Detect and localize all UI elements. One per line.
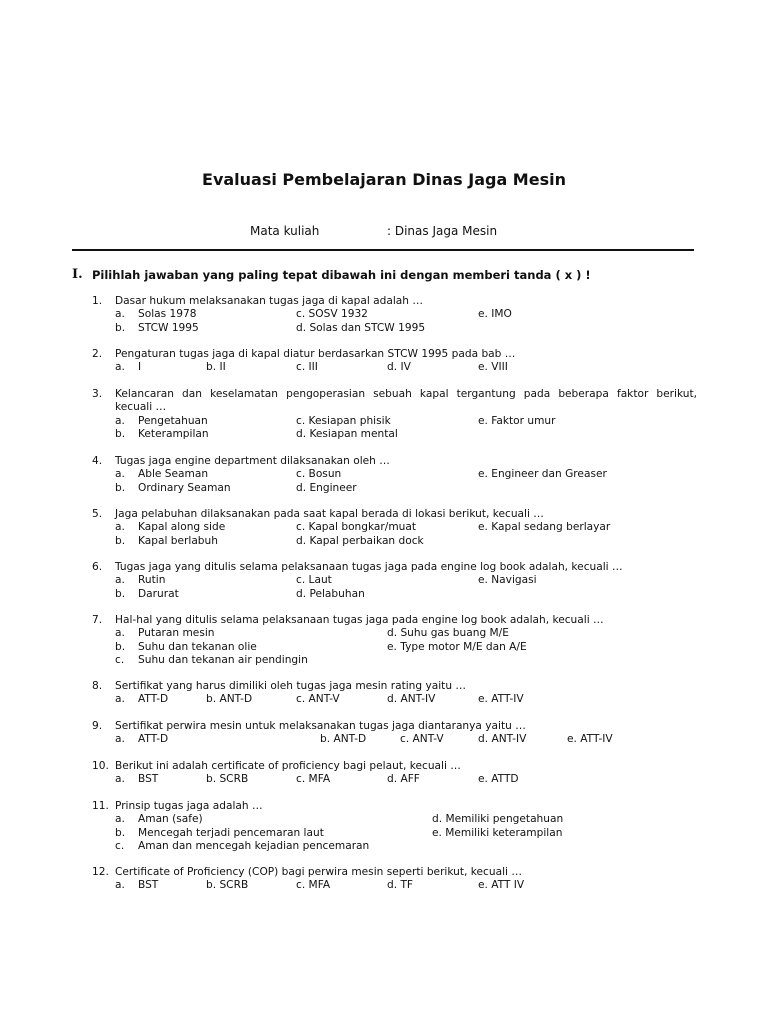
answer-option[interactable]: e. Kapal sedang berlayar [478, 521, 611, 534]
answer-option[interactable]: b. SCRB [206, 773, 249, 786]
option-letter[interactable]: a. [115, 414, 125, 427]
answer-option[interactable]: d. ANT-IV [387, 693, 436, 706]
answer-option-row [0, 308, 768, 321]
question-text: Sertifikat yang harus dimiliki oleh tugas jaga mesin rating yaitu … [115, 680, 467, 692]
question-text: Prinsip tugas jaga adalah … [115, 800, 263, 812]
answer-option[interactable]: c. Kesiapan phisik [296, 414, 391, 427]
answer-option[interactable]: Aman (safe) [138, 813, 203, 826]
option-letter[interactable]: a. [115, 308, 125, 321]
answer-option-row [0, 654, 768, 667]
answer-option-row [0, 428, 768, 441]
course-label: Mata kuliah [250, 224, 320, 238]
question-text: Sertifikat perwira mesin untuk melaksanakan tugas jaga diantaranya yaitu … [115, 720, 526, 732]
answer-option-row [0, 733, 768, 746]
answer-option[interactable]: b. ANT-D [206, 693, 253, 706]
question-number: 7. [92, 614, 103, 626]
answer-option[interactable]: c. III [296, 361, 318, 374]
answer-option-row [0, 879, 768, 892]
question-text: Hal-hal yang ditulis selama pelaksanaan tugas jaga pada engine log book adalah, kecuali … [115, 614, 604, 626]
section-number: I. [72, 267, 83, 282]
answer-option[interactable]: c. ANT-V [296, 693, 340, 706]
answer-option[interactable]: e. ATT IV [478, 879, 525, 892]
answer-option-row [0, 574, 768, 587]
answer-option[interactable]: d. TF [387, 879, 414, 892]
answer-option[interactable]: d. Pelabuhan [296, 587, 365, 600]
answer-option[interactable]: BST [138, 879, 159, 892]
option-letter[interactable]: a. [115, 813, 125, 826]
question-text: Jaga pelabuhan dilaksanakan pada saat kapal berada di lokasi berikut, kecuali … [115, 508, 544, 520]
option-letter[interactable]: b. [115, 481, 126, 494]
document-title: Evaluasi Pembelajaran Dinas Jaga Mesin [202, 170, 566, 189]
section-instruction: Pilihlah jawaban yang paling tepat dibawah ini dengan memberi tanda ( x ) ! [92, 268, 591, 282]
question-text: kecuali … [115, 401, 167, 414]
question-number: 9. [92, 720, 103, 732]
answer-option-row [0, 535, 768, 548]
answer-option[interactable]: d. IV [387, 361, 411, 374]
answer-option[interactable]: e. ATTD [478, 773, 519, 786]
answer-option[interactable]: e. IMO [478, 308, 512, 321]
question-number: 1. [92, 295, 103, 307]
question-number: 10. [92, 760, 109, 772]
answer-option[interactable]: e. ATT-IV [567, 733, 613, 746]
question-text: Dasar hukum melaksanakan tugas jaga di kapal adalah … [115, 295, 423, 307]
option-letter[interactable]: b. [115, 587, 126, 600]
answer-option[interactable]: ATT-D [138, 733, 169, 746]
answer-option-row [0, 322, 768, 335]
answer-option-row [0, 415, 768, 428]
answer-option[interactable]: d. Memiliki pengetahuan [432, 813, 564, 826]
answer-option[interactable]: c. Bosun [296, 468, 342, 481]
answer-option[interactable]: e. Engineer dan Greaser [478, 468, 607, 481]
answer-option[interactable]: e. Navigasi [478, 574, 537, 587]
option-letter[interactable]: b. [115, 826, 126, 839]
question-number: 5. [92, 508, 103, 520]
question-number: 2. [92, 348, 103, 360]
answer-option[interactable]: Able Seaman [138, 468, 209, 481]
answer-option[interactable]: e. Type motor M/E dan A/E [387, 640, 527, 653]
answer-option-row [0, 588, 768, 601]
answer-option[interactable]: c. SOSV 1932 [296, 308, 368, 321]
option-letter[interactable]: b. [115, 321, 126, 334]
answer-option[interactable]: Darurat [138, 587, 179, 600]
option-letter[interactable]: a. [115, 361, 125, 374]
question-number: 3. [92, 388, 103, 400]
answer-option[interactable]: d. Engineer [296, 481, 357, 494]
answer-option-row [0, 521, 768, 534]
answer-option[interactable]: d. AFF [387, 773, 420, 786]
answer-option[interactable]: c. Kapal bongkar/muat [296, 521, 417, 534]
answer-option[interactable]: d. Kapal perbaikan dock [296, 534, 424, 547]
answer-option[interactable]: Kapal along side [138, 521, 226, 534]
answer-option[interactable]: e. Faktor umur [478, 414, 556, 427]
question-text: Kelancaran dan keselamatan pengoperasian sebuah kapal tergantung pada beberapa faktor berikut, [115, 388, 697, 400]
option-letter[interactable]: a. [115, 468, 125, 481]
question-number: 8. [92, 680, 103, 692]
question-text: Berikut ini adalah certificate of proficiency bagi pelaut, kecuali … [115, 760, 461, 772]
question-number: 6. [92, 561, 103, 573]
answer-option-row [0, 840, 768, 853]
question-number: 11. [92, 800, 109, 812]
option-letter[interactable]: a. [115, 574, 125, 587]
answer-option[interactable]: d. Kesiapan mental [296, 427, 398, 440]
answer-option-row [0, 641, 768, 654]
option-letter[interactable]: c. [115, 839, 125, 852]
answer-option[interactable]: Kapal berlabuh [138, 534, 218, 547]
answer-option[interactable]: e. VIII [478, 361, 508, 374]
option-letter[interactable]: a. [115, 773, 125, 786]
answer-option[interactable]: STCW 1995 [138, 321, 199, 334]
answer-option[interactable]: Mencegah terjadi pencemaran laut [138, 826, 324, 839]
answer-option-row [0, 468, 768, 481]
option-letter[interactable]: a. [115, 693, 125, 706]
course-value: : Dinas Jaga Mesin [387, 224, 498, 238]
answer-option-row [0, 482, 768, 495]
option-letter[interactable]: a. [115, 879, 125, 892]
answer-option[interactable]: d. Suhu gas buang M/E [387, 627, 509, 640]
answer-option[interactable]: c. ANT-V [400, 733, 444, 746]
answer-option[interactable]: b. ANT-D [320, 733, 367, 746]
answer-option-row [0, 693, 768, 706]
answer-option-row [0, 813, 768, 826]
answer-option-row [0, 773, 768, 786]
question-text: Pengaturan tugas jaga di kapal diatur berdasarkan STCW 1995 pada bab … [115, 348, 516, 360]
answer-option[interactable]: Ordinary Seaman [138, 481, 231, 494]
answer-option[interactable]: I [138, 361, 142, 374]
answer-option[interactable]: e. Memiliki keterampilan [432, 826, 563, 839]
option-letter[interactable]: a. [115, 733, 125, 746]
answer-option[interactable]: d. ANT-IV [478, 733, 527, 746]
option-letter[interactable]: a. [115, 627, 125, 640]
answer-option[interactable]: ATT-D [138, 693, 169, 706]
answer-option[interactable]: b. SCRB [206, 879, 249, 892]
answer-option[interactable]: d. Solas dan STCW 1995 [296, 321, 426, 334]
option-letter[interactable]: c. [115, 653, 125, 666]
answer-option[interactable]: c. MFA [296, 879, 331, 892]
question-number: 12. [92, 866, 109, 878]
answer-option[interactable]: c. MFA [296, 773, 331, 786]
answer-option-row [0, 361, 768, 374]
answer-option[interactable]: Keterampilan [138, 427, 209, 440]
answer-option[interactable]: Aman dan mencegah kejadian pencemaran [138, 839, 370, 852]
option-letter[interactable]: b. [115, 427, 126, 440]
question-text: Certificate of Proficiency (COP) bagi perwira mesin seperti berikut, kecuali … [115, 866, 522, 878]
question-text: Tugas jaga engine department dilaksanakan oleh … [115, 455, 390, 467]
answer-option[interactable]: Pengetahuan [138, 414, 208, 427]
option-letter[interactable]: b. [115, 534, 126, 547]
answer-option[interactable]: BST [138, 773, 159, 786]
option-letter[interactable]: a. [115, 521, 125, 534]
answer-option[interactable]: Putaran mesin [138, 627, 215, 640]
answer-option[interactable]: c. Laut [296, 574, 332, 587]
answer-option[interactable]: e. ATT-IV [478, 693, 524, 706]
question-text: Tugas jaga yang ditulis selama pelaksanaan tugas jaga pada engine log book adalah, kecuali … [115, 561, 623, 573]
answer-option-row [0, 627, 768, 640]
question-number: 4. [92, 455, 103, 467]
answer-option-row [0, 827, 768, 840]
answer-option[interactable]: Suhu dan tekanan olie [138, 640, 257, 653]
answer-option[interactable]: b. II [206, 361, 226, 374]
answer-option[interactable]: Suhu dan tekanan air pendingin [138, 653, 308, 666]
answer-option[interactable]: Rutin [138, 574, 166, 587]
answer-option[interactable]: Solas 1978 [138, 308, 197, 321]
option-letter[interactable]: b. [115, 640, 126, 653]
header-divider [72, 249, 694, 251]
